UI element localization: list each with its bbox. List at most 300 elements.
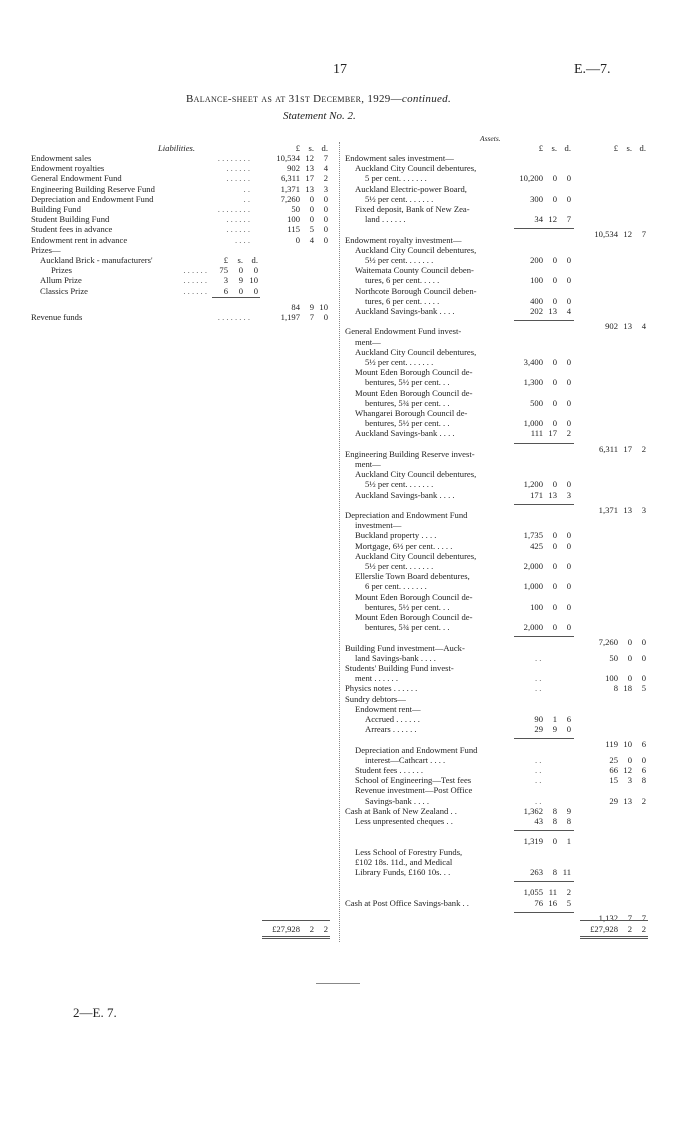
subtotal-rule <box>514 320 574 321</box>
asset-outer-amount-pence: 8 <box>641 775 646 786</box>
asset-line: 5½ per cent. . . . . . . <box>365 255 434 265</box>
asset-outer-amount-shillings: 12 <box>623 229 632 240</box>
assets-col-head: s. <box>626 143 632 153</box>
asset-line: interest—Cathcart . . . . <box>365 754 446 765</box>
asset-inner-amount-pounds: 2,000 <box>523 561 543 571</box>
asset-line: 5½ per cent. . . . . . . <box>365 479 434 490</box>
assets-total-shillings: 2 <box>627 924 632 934</box>
asset-outer-amount-shillings: 0 <box>627 673 632 684</box>
asset-inner-amount-pounds: 34 <box>534 214 543 225</box>
asset-line: Depreciation and Endowment Fund <box>345 510 468 520</box>
page-footer: 2—E. 7. <box>73 1005 117 1020</box>
asset-inner-amount-shillings: 0 <box>552 295 557 306</box>
asset-inner-amount-pence: 5 <box>566 897 571 908</box>
liability-amount-shillings: 12 <box>305 153 314 163</box>
liability-label: Endowment sales <box>31 153 92 163</box>
asset-line: Buckland property . . . . <box>355 530 437 541</box>
liability-amount-pence: 0 <box>323 193 328 204</box>
asset-line: 6 per cent. . . . . . . <box>365 581 427 592</box>
asset-inner-amount-pounds: 2,000 <box>523 622 543 633</box>
asset-line: Student fees . . . . . . <box>355 765 424 775</box>
assets-total-rule <box>580 920 648 921</box>
asset-line: Engineering Building Reserve invest- <box>345 448 475 459</box>
asset-line: ment— <box>355 459 381 469</box>
asset-inner-amount-pounds: 1,055 <box>523 887 543 898</box>
asset-line: Arrears . . . . . . <box>365 724 417 735</box>
asset-line: 5½ per cent. . . . . . . <box>365 561 434 571</box>
asset-inner-amount-pounds: 10,200 <box>519 173 543 184</box>
liability-amount-shillings: 13 <box>305 163 314 174</box>
asset-inner-amount-pounds: 1,319 <box>523 836 543 847</box>
asset-line: Auckland City Council debentures, <box>355 469 477 480</box>
revenue-label: Revenue funds <box>31 312 83 322</box>
prize-amount: 0 <box>253 285 258 296</box>
liability-amount-shillings: 17 <box>305 173 314 184</box>
asset-line: Cash at Post Office Savings-bank . . <box>345 897 469 908</box>
asset-line: ment . . . . . . <box>355 673 398 684</box>
prizes-label: Prizes— <box>31 244 61 255</box>
asset-inner-amount-pence: 0 <box>566 530 571 541</box>
assets-double-rule <box>580 936 648 939</box>
asset-outer-amount-pence: 2 <box>641 795 646 806</box>
liability-amount-pence: 0 <box>323 214 328 225</box>
liability-amount-pence: 0 <box>323 234 328 245</box>
assets-col-head: £ <box>538 143 543 153</box>
statement-subtitle: Statement No. 2. <box>283 110 356 122</box>
asset-line: Auckland Savings-bank . . . . <box>355 306 455 316</box>
prizes-total-pounds: 84 <box>291 301 300 312</box>
liability-amount-shillings: 0 <box>309 204 314 214</box>
asset-line: land . . . . . . <box>365 214 406 225</box>
asset-inner-amount-shillings: 0 <box>552 530 557 541</box>
asset-inner-amount-shillings: 13 <box>548 489 557 500</box>
liability-amount-pounds: 50 <box>291 204 300 214</box>
asset-inner-amount-pounds: 29 <box>534 724 543 735</box>
prize-amount: 9 <box>238 275 243 286</box>
liability-label: Student fees in advance <box>31 224 113 235</box>
asset-line: Auckland City Council debentures, <box>355 550 477 561</box>
asset-line: Endowment sales investment— <box>345 153 454 163</box>
asset-inner-amount-shillings: 1 <box>552 714 557 724</box>
asset-inner-amount-shillings: 0 <box>552 193 557 204</box>
asset-inner-amount-pence: 0 <box>566 173 571 184</box>
asset-outer-amount-pounds: 10,534 <box>594 229 618 240</box>
prize-amount: 75 <box>219 265 228 276</box>
asset-outer-amount-pounds: 6,311 <box>598 443 618 454</box>
title-main: Balance-sheet as at 31st December, 1929— <box>186 93 402 105</box>
liabilities-total-rule <box>262 920 330 921</box>
subtotal-rule <box>514 636 574 637</box>
asset-inner-amount-pounds: 1,000 <box>523 418 543 429</box>
liability-amount-pounds: 6,311 <box>280 173 300 184</box>
asset-outer-amount-shillings: 7 <box>627 912 632 923</box>
asset-inner-amount-pounds: 1,300 <box>523 377 543 388</box>
asset-outer-amount-shillings: 12 <box>623 765 632 775</box>
asset-outer-amount-pounds: 50 <box>609 652 618 663</box>
asset-inner-amount-pounds: 200 <box>530 255 543 265</box>
prize-amount: 10 <box>249 275 258 286</box>
asset-outer-amount-pounds: 7,260 <box>598 637 618 648</box>
asset-inner-amount-pence: 7 <box>566 214 571 225</box>
asset-line: Waitemata County Council deben- <box>355 265 474 276</box>
asset-inner-amount-pounds: 3,400 <box>523 357 543 367</box>
asset-inner-amount-shillings: 13 <box>548 306 557 316</box>
prize-amount: 0 <box>253 265 258 276</box>
prize-amount: 6 <box>223 285 228 296</box>
assets-col-head: £ <box>613 143 618 153</box>
asset-outer-amount-pence: 4 <box>641 321 646 332</box>
asset-line: Mount Eden Borough Council de- <box>355 612 473 622</box>
liabilities-double-rule <box>262 936 330 939</box>
asset-inner-amount-shillings: 0 <box>552 836 557 847</box>
leader-dots: . . . . . . . . <box>217 153 250 163</box>
asset-inner-amount-pounds: 76 <box>534 897 543 908</box>
asset-outer-amount-pence: 7 <box>641 229 646 240</box>
leader-dots: . . . . . . <box>226 214 250 225</box>
liability-label: Depreciation and Endowment Fund <box>31 193 154 204</box>
asset-inner-amount-pounds: 111 <box>530 428 543 439</box>
liability-label: Building Fund <box>31 204 81 214</box>
asset-line: Whangarei Borough Council de- <box>355 408 468 418</box>
assets-total-pence: 2 <box>641 924 646 934</box>
asset-line: Mount Eden Borough Council de- <box>355 367 473 378</box>
liability-label: Endowment royalties <box>31 163 105 174</box>
liability-amount-pence: 0 <box>323 204 328 214</box>
asset-line: Depreciation and Endowment Fund <box>355 744 478 755</box>
subtotal-rule <box>514 504 574 505</box>
end-rule <box>316 983 360 984</box>
asset-inner-amount-pounds: 400 <box>530 295 543 306</box>
asset-line: ment— <box>355 336 381 347</box>
subtotal-rule <box>514 443 574 444</box>
prizes-col-head: s. <box>237 255 243 265</box>
subtotal-rule <box>514 881 574 882</box>
asset-inner-amount-pence: 4 <box>566 306 571 316</box>
asset-outer-amount-pence: 3 <box>641 504 646 515</box>
leader-dots: . . <box>535 673 542 684</box>
asset-inner-amount-shillings: 0 <box>552 397 557 408</box>
liability-amount-pence: 4 <box>323 163 328 174</box>
asset-line: Fixed deposit, Bank of New Zea- <box>355 204 470 214</box>
asset-outer-amount-pence: 0 <box>641 652 646 663</box>
asset-line: Endowment royalty investment— <box>345 234 462 245</box>
asset-line: Auckland City Council debentures, <box>355 163 477 174</box>
asset-inner-amount-shillings: 0 <box>552 479 557 490</box>
prizes-col-head: d. <box>251 255 258 265</box>
asset-outer-amount-pounds: 29 <box>609 795 618 806</box>
asset-inner-amount-pence: 0 <box>566 275 571 286</box>
asset-inner-amount-shillings: 8 <box>552 816 557 826</box>
assets-col-head: s. <box>551 143 557 153</box>
liabilities-total-pounds: £27,928 <box>272 924 300 934</box>
liability-amount-pounds: 1,371 <box>280 183 300 194</box>
asset-inner-amount-pounds: 500 <box>530 397 543 408</box>
asset-inner-amount-shillings: 8 <box>552 805 557 816</box>
prize-amount: 0 <box>238 265 243 276</box>
asset-inner-amount-shillings: 17 <box>548 428 557 439</box>
asset-inner-amount-shillings: 0 <box>552 601 557 612</box>
asset-line: Auckland Savings-bank . . . . <box>355 428 455 439</box>
asset-inner-amount-pence: 9 <box>566 805 571 816</box>
asset-inner-amount-pence: 0 <box>566 601 571 612</box>
asset-inner-amount-shillings: 0 <box>552 173 557 184</box>
asset-inner-amount-shillings: 0 <box>552 581 557 592</box>
asset-outer-amount-shillings: 18 <box>623 683 632 694</box>
asset-inner-amount-pence: 0 <box>566 622 571 633</box>
asset-line: bentures, 5¾ per cent. . . <box>365 622 450 633</box>
asset-outer-amount-shillings: 13 <box>623 504 632 515</box>
asset-inner-amount-pounds: 100 <box>530 601 543 612</box>
asset-outer-amount-shillings: 0 <box>627 637 632 648</box>
asset-inner-amount-pounds: 1,362 <box>523 805 543 816</box>
leader-dots: . . . . . . <box>183 285 207 296</box>
asset-line: Ellerslie Town Board debentures, <box>355 571 470 582</box>
asset-line: tures, 6 per cent. . . . . <box>365 295 440 306</box>
asset-inner-amount-pence: 0 <box>566 377 571 388</box>
asset-inner-amount-pence: 0 <box>566 479 571 490</box>
assets-total-pounds: £27,928 <box>590 924 618 934</box>
asset-inner-amount-pence: 11 <box>562 867 571 877</box>
asset-line: Cash at Bank of New Zealand . . <box>345 805 457 816</box>
asset-inner-amount-pence: 2 <box>566 428 571 439</box>
asset-line: tures, 6 per cent. . . . . <box>365 275 440 286</box>
leader-dots: . . . . . . <box>183 275 207 286</box>
asset-inner-amount-pounds: 202 <box>530 306 543 316</box>
asset-outer-amount-pence: 0 <box>641 673 646 684</box>
asset-line: bentures, 5¾ per cent. . . <box>365 397 450 408</box>
liability-amount-pounds: 7,260 <box>280 193 300 204</box>
asset-outer-amount-pounds: 25 <box>609 754 618 765</box>
asset-line: Auckland Savings-bank . . . . <box>355 489 455 500</box>
prize-label: Auckland Brick - manufacturers' <box>40 255 153 265</box>
asset-line: Mount Eden Borough Council de- <box>355 591 473 602</box>
liability-amount-pounds: 115 <box>287 224 300 235</box>
asset-inner-amount-shillings: 0 <box>552 357 557 367</box>
asset-outer-amount-pounds: 902 <box>605 321 618 332</box>
asset-outer-amount-pence: 6 <box>641 765 646 775</box>
asset-line: Mount Eden Borough Council de- <box>355 387 473 398</box>
asset-inner-amount-shillings: 0 <box>552 418 557 429</box>
liability-amount-pence: 0 <box>323 224 328 235</box>
prize-label: Allum Prize <box>40 275 82 286</box>
asset-outer-amount-pence: 0 <box>641 754 646 765</box>
asset-line: Savings-bank . . . . <box>365 795 429 806</box>
leader-dots: . . <box>243 183 250 194</box>
liability-amount-shillings: 13 <box>305 183 314 194</box>
assets-col-head: d. <box>639 143 646 153</box>
asset-line: 5½ per cent. . . . . . . <box>365 357 434 367</box>
asset-line: land Savings-bank . . . . <box>355 652 436 663</box>
asset-outer-amount-pounds: 8 <box>613 683 618 694</box>
prize-amount: 0 <box>238 285 243 296</box>
asset-inner-amount-pence: 8 <box>566 816 571 826</box>
asset-inner-amount-shillings: 8 <box>552 867 557 877</box>
leader-dots: . . <box>535 683 542 694</box>
asset-outer-amount-pounds: 1,371 <box>598 504 618 515</box>
asset-outer-amount-shillings: 10 <box>623 739 632 750</box>
asset-inner-amount-pounds: 263 <box>530 867 543 877</box>
asset-inner-amount-shillings: 0 <box>552 561 557 571</box>
asset-inner-amount-shillings: 0 <box>552 622 557 633</box>
asset-outer-amount-pence: 5 <box>641 683 646 694</box>
asset-outer-amount-pounds: 100 <box>605 673 618 684</box>
subtotal-rule <box>514 912 574 913</box>
asset-outer-amount-pence: 7 <box>641 912 646 923</box>
asset-line: School of Engineering—Test fees <box>355 775 472 786</box>
liability-label: Endowment rent in advance <box>31 234 128 245</box>
leader-dots: . . . . . . . . <box>217 204 250 214</box>
liabilities-total-shillings: 2 <box>309 924 314 934</box>
liability-label: Engineering Building Reserve Fund <box>31 183 155 194</box>
leader-dots: . . . . . . <box>183 265 207 276</box>
asset-inner-amount-pounds: 171 <box>530 489 543 500</box>
asset-outer-amount-pounds: 1,132 <box>598 912 618 923</box>
asset-line: Students' Building Fund invest- <box>345 663 454 673</box>
column-divider <box>339 142 340 942</box>
asset-outer-amount-shillings: 3 <box>627 775 632 786</box>
liability-amount-pounds: 100 <box>287 214 300 225</box>
prize-label: Classics Prize <box>40 285 88 296</box>
asset-outer-amount-pounds: 15 <box>609 775 618 786</box>
asset-line: Library Funds, £160 10s. . . <box>355 867 451 877</box>
asset-outer-amount-pounds: 66 <box>609 765 618 775</box>
asset-inner-amount-shillings: 12 <box>548 214 557 225</box>
asset-inner-amount-pounds: 1,200 <box>523 479 543 490</box>
liabilities-col-head: s. <box>308 143 314 153</box>
asset-inner-amount-pence: 0 <box>566 540 571 551</box>
asset-inner-amount-pence: 0 <box>566 397 571 408</box>
asset-inner-amount-shillings: 9 <box>552 724 557 735</box>
revenue-amount-pence: 0 <box>323 312 328 322</box>
liabilities-total-pence: 2 <box>323 924 328 934</box>
asset-line: Physics notes . . . . . . <box>345 683 418 694</box>
leader-dots: . . <box>535 765 542 775</box>
asset-line: Accrued . . . . . . <box>365 714 420 724</box>
asset-line: 5 per cent. . . . . . . <box>365 173 427 184</box>
liabilities-col-head: £ <box>295 143 300 153</box>
asset-inner-amount-pence: 0 <box>566 193 571 204</box>
asset-outer-amount-pence: 6 <box>641 739 646 750</box>
asset-inner-amount-pounds: 1,000 <box>523 581 543 592</box>
asset-inner-amount-shillings: 11 <box>548 887 557 898</box>
title-continued: continued. <box>401 93 452 105</box>
leader-dots: . . . . . . <box>226 173 250 184</box>
assets-heading: Assets. <box>480 134 501 143</box>
liability-amount-shillings: 0 <box>309 193 314 204</box>
assets-col-head: d. <box>564 143 571 153</box>
asset-outer-amount-pence: 2 <box>641 443 646 454</box>
asset-inner-amount-shillings: 0 <box>552 540 557 551</box>
asset-inner-amount-pence: 1 <box>566 836 571 847</box>
asset-line: Endowment rent— <box>355 703 421 714</box>
asset-line: investment— <box>355 520 402 531</box>
subtotal-rule <box>514 738 574 739</box>
leader-dots: . . <box>535 652 542 663</box>
asset-line: Auckland City Council debentures, <box>355 346 477 357</box>
asset-line: bentures, 5½ per cent. . . <box>365 377 450 388</box>
asset-inner-amount-pounds: 300 <box>530 193 543 204</box>
asset-outer-amount-pounds: 119 <box>605 739 618 750</box>
asset-line: Sundry debtors— <box>345 693 406 704</box>
asset-line: Auckland Electric-power Board, <box>355 183 467 194</box>
asset-inner-amount-pence: 0 <box>566 295 571 306</box>
asset-line: Less unpresented cheques . . <box>355 816 453 826</box>
leader-dots: . . . . . . . . <box>217 312 250 322</box>
liability-amount-pounds: 0 <box>295 234 300 245</box>
leader-dots: . . . . <box>234 234 250 245</box>
revenue-amount-shillings: 7 <box>309 312 314 322</box>
asset-inner-amount-pence: 0 <box>566 255 571 265</box>
asset-outer-amount-shillings: 0 <box>627 652 632 663</box>
prize-amount: 3 <box>223 275 228 286</box>
asset-line: Auckland City Council debentures, <box>355 244 477 255</box>
asset-line: Revenue investment—Post Office <box>355 785 473 796</box>
liability-label: General Endowment Fund <box>31 173 122 184</box>
liability-amount-pounds: 902 <box>287 163 300 174</box>
subtotal-rule <box>514 830 574 831</box>
liability-amount-pence: 2 <box>323 173 328 184</box>
asset-outer-amount-shillings: 17 <box>623 443 632 454</box>
asset-inner-amount-shillings: 0 <box>552 275 557 286</box>
liability-amount-pence: 3 <box>323 183 328 194</box>
asset-line: 5½ per cent. . . . . . . <box>365 193 434 204</box>
asset-outer-amount-pence: 0 <box>641 637 646 648</box>
asset-outer-amount-shillings: 13 <box>623 321 632 332</box>
liabilities-col-head: d. <box>321 143 328 153</box>
asset-inner-amount-pence: 6 <box>566 714 571 724</box>
asset-inner-amount-pence: 2 <box>566 887 571 898</box>
document-code: E.—7. <box>574 62 611 77</box>
liability-amount-shillings: 4 <box>309 234 314 245</box>
leader-dots: . . <box>535 754 542 765</box>
asset-line: bentures, 5½ per cent. . . <box>365 418 450 429</box>
revenue-amount-pounds: 1,197 <box>280 312 300 322</box>
asset-inner-amount-shillings: 16 <box>548 897 557 908</box>
liabilities-heading: Liabilities. <box>158 143 196 153</box>
asset-outer-amount-shillings: 0 <box>627 754 632 765</box>
asset-inner-amount-pence: 0 <box>566 581 571 592</box>
asset-inner-amount-pounds: 100 <box>530 275 543 286</box>
liability-amount-pounds: 10,534 <box>276 153 300 163</box>
asset-line: Less School of Forestry Funds, <box>355 846 463 857</box>
asset-inner-amount-pence: 0 <box>566 357 571 367</box>
prizes-total-pence: 10 <box>319 301 328 312</box>
asset-inner-amount-pounds: 43 <box>534 816 543 826</box>
leader-dots: . . <box>535 795 542 806</box>
prizes-subtotal-rule <box>212 297 260 298</box>
prizes-col-head: £ <box>223 255 228 265</box>
leader-dots: . . <box>535 775 542 786</box>
asset-outer-amount-shillings: 13 <box>623 795 632 806</box>
asset-inner-amount-pence: 0 <box>566 561 571 571</box>
prizes-total-shillings: 9 <box>309 301 314 312</box>
liability-amount-shillings: 5 <box>309 224 314 235</box>
leader-dots: . . . . . . <box>226 163 250 174</box>
asset-inner-amount-pence: 0 <box>566 418 571 429</box>
asset-inner-amount-pounds: 1,735 <box>523 530 543 541</box>
asset-inner-amount-shillings: 0 <box>552 377 557 388</box>
liability-label: Student Building Fund <box>31 214 110 225</box>
asset-line: bentures, 5½ per cent. . . <box>365 601 450 612</box>
leader-dots: . . <box>243 193 250 204</box>
page-number: 17 <box>333 62 347 77</box>
asset-inner-amount-pence: 0 <box>566 724 571 735</box>
asset-line: General Endowment Fund invest- <box>345 326 462 337</box>
sheet-title <box>186 93 451 105</box>
asset-inner-amount-pounds: 90 <box>534 714 543 724</box>
asset-line: Northcote Borough Council deben- <box>355 285 477 296</box>
liability-amount-shillings: 0 <box>309 214 314 225</box>
